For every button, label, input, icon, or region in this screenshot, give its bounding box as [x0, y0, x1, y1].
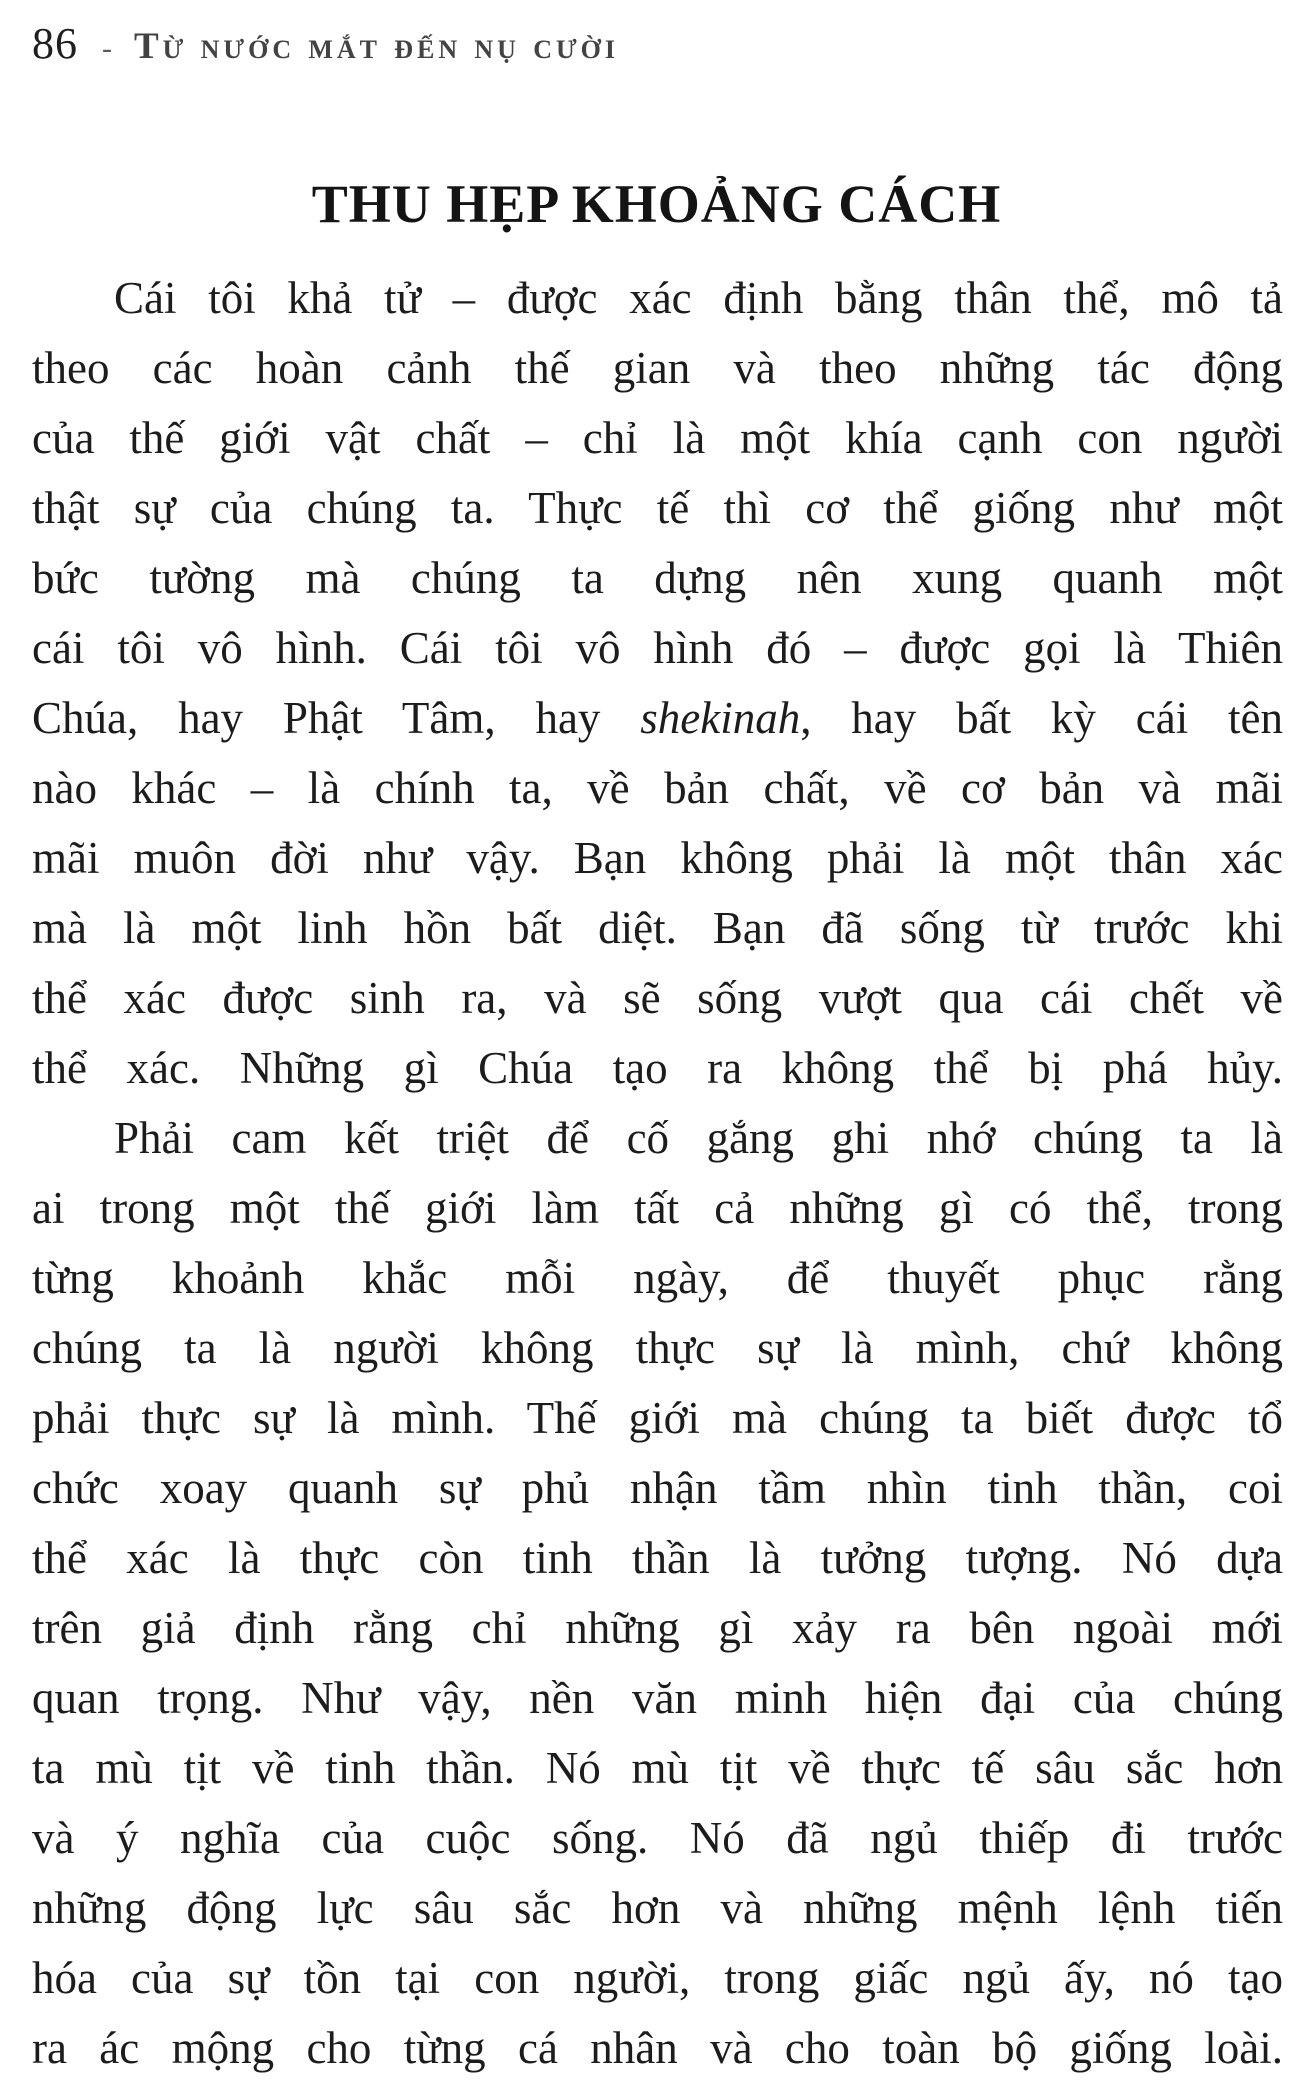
page-body	[32, 263, 1283, 2083]
text-line: thể xác là thực còn tinh thần là tưởng tượng. Nó dựa	[32, 1533, 1283, 1583]
text-line: thể xác được sinh ra, và sẽ sống vượt qua cái chết về	[32, 973, 1283, 1023]
text-line: chức xoay quanh sự phủ nhận tầm nhìn tinh thần, coi	[32, 1463, 1283, 1513]
text-line: trên giả định rằng chỉ những gì xảy ra bên ngoài mới	[32, 1603, 1283, 1653]
header-separator: -	[102, 32, 112, 65]
text-line: chúng ta là người không thực sự là mình, chứ không	[32, 1323, 1283, 1373]
text-line: hóa của sự tồn tại con người, trong giấc ngủ ấy, nó tạo	[32, 1953, 1283, 2003]
text-line: của thế giới vật chất – chỉ là một khía cạnh con người	[32, 413, 1283, 463]
text-line: những động lực sâu sắc hơn và những mệnh lệnh tiến	[32, 1883, 1283, 1933]
text-line: ta mù tịt về tinh thần. Nó mù tịt về thực tế sâu sắc hơn	[32, 1743, 1283, 1793]
chapter-title: THU HẸP KHOẢNG CÁCH	[311, 174, 1002, 234]
text-line: Phải cam kết triệt để cố gắng ghi nhớ chúng ta là	[114, 1113, 1283, 1163]
text-line: cái tôi vô hình. Cái tôi vô hình đó – được gọi là Thiên	[32, 623, 1283, 673]
text-line: theo các hoàn cảnh thế gian và theo những tác động	[32, 343, 1283, 393]
text-line: mà là một linh hồn bất diệt. Bạn đã sống từ trước khi	[32, 903, 1283, 953]
book-title: Từ nước mắt đến nụ cười	[134, 26, 620, 67]
text-line: ai trong một thế giới làm tất cả những gì có thể, trong	[32, 1183, 1283, 1233]
page-header	[32, 18, 1283, 69]
text-line: và ý nghĩa của cuộc sống. Nó đã ngủ thiếp đi trước	[32, 1813, 1283, 1863]
text-line: thật sự của chúng ta. Thực tế thì cơ thể giống như một	[32, 483, 1283, 533]
text-line: thể xác. Những gì Chúa tạo ra không thể bị phá hủy.	[32, 1043, 1283, 1093]
text-line: từng khoảnh khắc mỗi ngày, để thuyết phục rằng	[32, 1253, 1283, 1303]
text-line: Cái tôi khả tử – được xác định bằng thân thể, mô tả	[114, 273, 1283, 323]
text-line: phải thực sự là mình. Thế giới mà chúng ta biết được tổ	[32, 1393, 1283, 1443]
paragraph	[32, 263, 1283, 1103]
page-number: 86	[32, 19, 78, 68]
text-line: Chúa, hay Phật Tâm, hay shekinah, hay bất kỳ cái tên	[32, 693, 1283, 743]
text-line: ra ác mộng cho từng cá nhân và cho toàn bộ giống loài.	[32, 2023, 1283, 2073]
text-line: quan trọng. Như vậy, nền văn minh hiện đại của chúng	[32, 1673, 1283, 1723]
text-line: nào khác – là chính ta, về bản chất, về cơ bản và mãi	[32, 763, 1283, 813]
text-line: bức tường mà chúng ta dựng nên xung quanh một	[32, 553, 1283, 603]
paragraph	[32, 1103, 1283, 2083]
text-line: mãi muôn đời như vậy. Bạn không phải là một thân xác	[32, 833, 1283, 883]
